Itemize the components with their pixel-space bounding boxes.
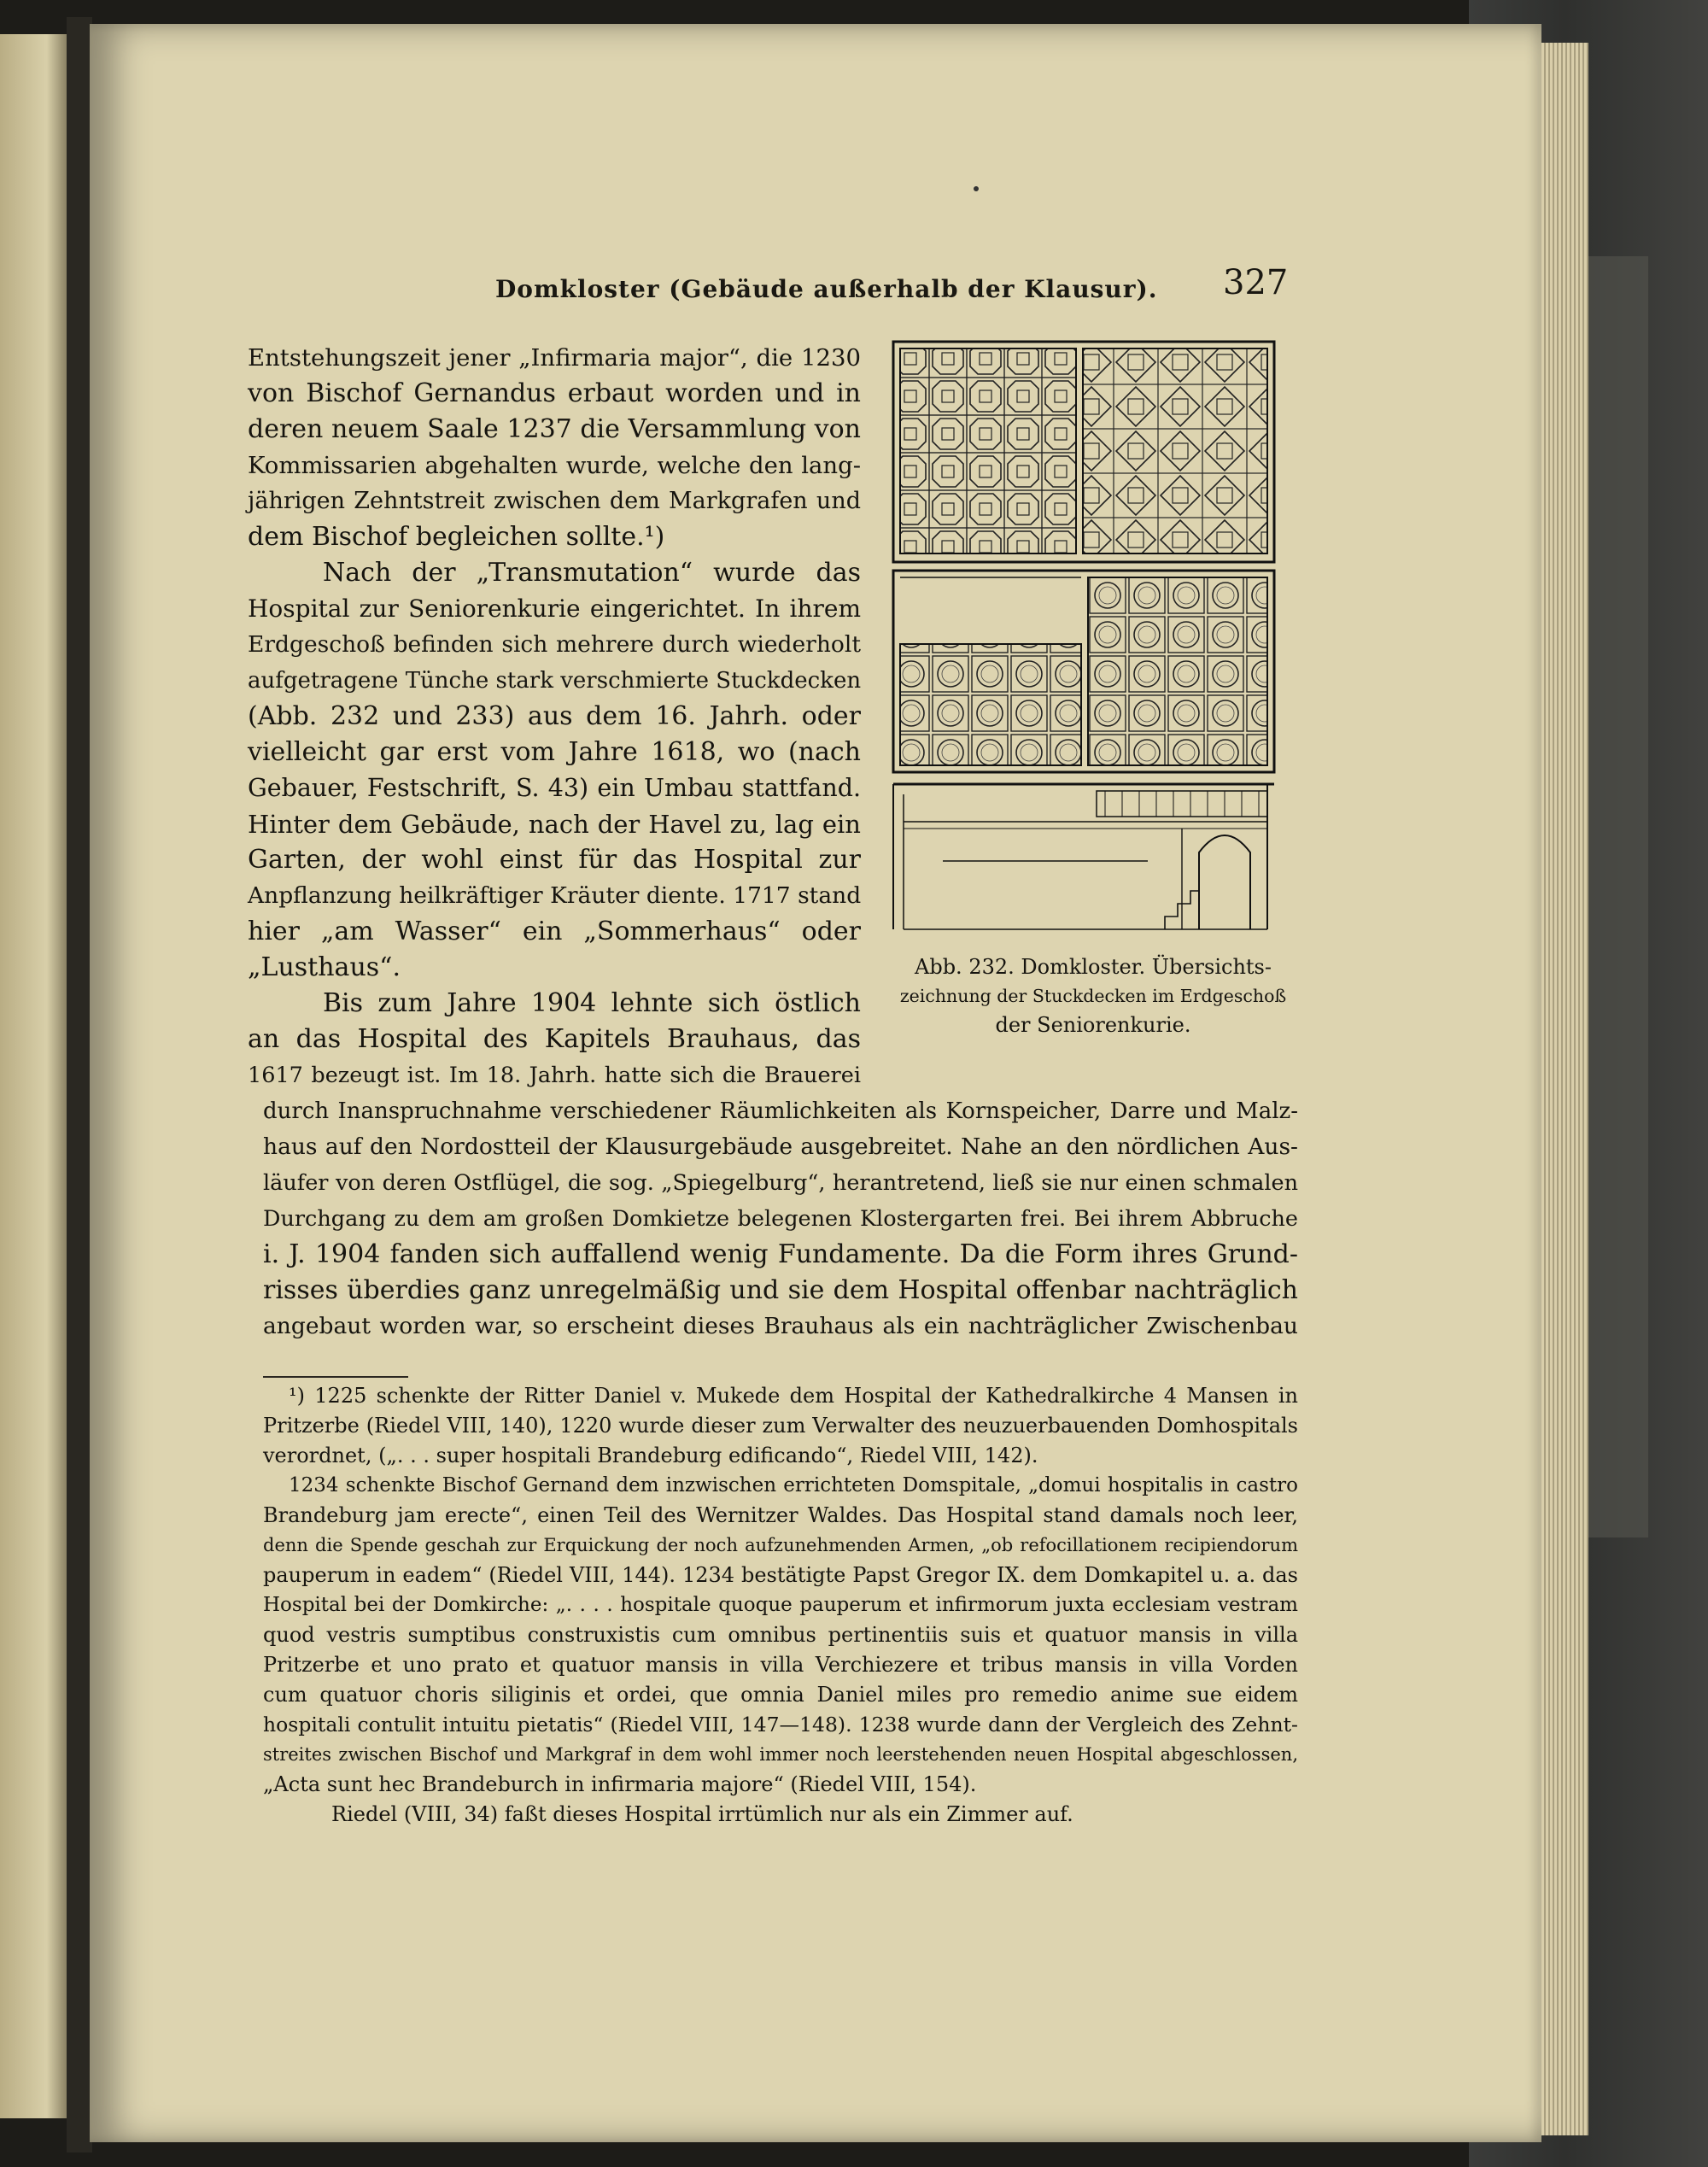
text-line: dem Bischof begleichen sollte.¹) bbox=[248, 522, 665, 552]
text-line: Erdgeschoß befinden sich mehrere durch wiederholt bbox=[248, 631, 861, 658]
text-line: läufer von deren Ostflügel, die sog. „Spiegelburg“, herantretend, ließ sie nur einen schmalen bbox=[263, 1170, 1298, 1196]
text-line: an das Hospital des Kapitels Brauhaus, das bbox=[248, 1024, 861, 1054]
text-line: angebaut worden war, so erscheint dieses Brauhaus als ein nachträglicher Zwischenbau bbox=[263, 1313, 1298, 1339]
footnote-line: 1234 schenkte Bischof Gernand dem inzwischen errichteten Domspitale, „domui hospitalis in castro bbox=[289, 1474, 1298, 1496]
footnote-line: hospitali contulit intuitu pietatis“ (Riedel VIII, 147—148). 1238 wurde dann der Vergleich des Zehnt- bbox=[263, 1713, 1298, 1737]
footnotes bbox=[263, 1381, 1298, 1830]
text-line: haus auf den Nordostteil der Klausurgebäude ausgebreitet. Nahe an den nördlichen Aus- bbox=[263, 1133, 1298, 1160]
stucco-ceiling-drawing bbox=[892, 340, 1276, 938]
text-line: „Lusthaus“. bbox=[248, 952, 401, 982]
text-line: Hinter dem Gebäude, nach der Havel zu, lag ein bbox=[248, 810, 861, 839]
caption-line: der Seniorenkurie. bbox=[995, 1013, 1191, 1037]
text-line: Gebauer, Festschrift, S. 43) ein Umbau stattfand. bbox=[248, 774, 861, 802]
text-line: Garten, der wohl einst für das Hospital zur bbox=[248, 845, 861, 875]
text-line: Kommissarien abgehalten wurde, welche den lang- bbox=[248, 452, 861, 479]
footnote-rule bbox=[263, 1376, 408, 1378]
footnote-line: cum quatuor choris siliginis et ordei, que omnia Daniel miles pro remedio anime sue eidem bbox=[263, 1683, 1298, 1707]
footnote-line: Hospital bei der Domkirche: „. . . . hospitale quoque pauperum et infirmorum juxta ecclesiam vestram bbox=[263, 1594, 1298, 1616]
footnote-line: streites zwischen Bischof und Markgraf in dem wohl immer noch leerstehenden neuen Hospital abgeschlossen, bbox=[263, 1744, 1298, 1765]
footnote-line: Riedel (VIII, 34) faßt dieses Hospital irrtümlich nur als ein Zimmer auf. bbox=[331, 1802, 1073, 1826]
page-number: 327 bbox=[1223, 263, 1289, 302]
text-line: (Abb. 232 und 233) aus dem 16. Jahrh. oder bbox=[248, 701, 861, 731]
text-line: durch Inanspruchnahme verschiedener Räumlichkeiten als Kornspeicher, Darre und Malz- bbox=[263, 1098, 1298, 1124]
body-text-column bbox=[248, 340, 861, 1093]
footnote-line: Pritzerbe (Riedel VIII, 140), 1220 wurde dieser zum Verwalter des neuzuerbauenden Domhospitals bbox=[263, 1414, 1298, 1438]
footnote-line: quod vestris sumptibus construxistis cum omnibus pertinentiis suis et quatuor mansis in villa bbox=[263, 1623, 1298, 1647]
figure-caption bbox=[897, 952, 1290, 1040]
body-text-full bbox=[263, 1093, 1298, 1344]
text-line: deren neuem Saale 1237 die Versammlung von bbox=[248, 414, 861, 444]
footnote-line: Brandeburg jam erecte“, einen Teil des Wernitzer Waldes. Das Hospital stand damals noch leer, bbox=[263, 1503, 1298, 1527]
footnote-line: denn die Spende geschah zur Erquickung der noch aufzunehmenden Armen, „ob refocillationem recipiendorum bbox=[263, 1535, 1298, 1555]
text-line: Nach der „Transmutation“ wurde das bbox=[323, 558, 861, 588]
text-line: hier „am Wasser“ ein „Sommerhaus“ oder bbox=[248, 917, 861, 946]
text-line: Anpflanzung heilkräftiger Kräuter diente. 1717 stand bbox=[248, 882, 862, 909]
book-gutter bbox=[67, 17, 92, 2152]
cover-board bbox=[1588, 256, 1648, 1537]
text-line: Hospital zur Seniorenkurie eingerichtet. In ihrem bbox=[248, 594, 861, 623]
text-line: i. J. 1904 fanden sich auffallend wenig Fundamente. Da die Form ihres Grund- bbox=[263, 1239, 1298, 1269]
footnote-line: ¹) 1225 schenkte der Ritter Daniel v. Mukede dem Hospital der Kathedralkirche 4 Mansen in bbox=[289, 1384, 1298, 1408]
text-line: vielleicht gar erst vom Jahre 1618, wo (nach bbox=[248, 737, 861, 767]
left-page-edge bbox=[0, 34, 67, 2118]
text-line: Entstehungszeit jener „Infirmaria major“, die 1230 bbox=[248, 344, 861, 372]
footnote-line: pauperum in eadem“ (Riedel VIII, 144). 1234 bestätigte Papst Gregor IX. dem Domkapitel u. a. das bbox=[263, 1563, 1298, 1587]
text-line: 1617 bezeugt ist. Im 18. Jahrh. hatte sich die Brauerei bbox=[248, 1063, 861, 1088]
caption-line: Abb. 232. Domkloster. Übersichts- bbox=[915, 955, 1272, 979]
footnote-line: „Acta sunt hec Brandeburch in infirmaria majore“ (Riedel VIII, 154). bbox=[263, 1772, 977, 1796]
text-line: risses überdies ganz unregelmäßig und sie dem Hospital offenbar nachträglich bbox=[263, 1275, 1298, 1305]
text-line: Bis zum Jahre 1904 lehnte sich östlich bbox=[323, 988, 861, 1018]
text-line: aufgetragene Tünche stark verschmierte Stuckdecken bbox=[248, 668, 862, 694]
footnote-line: Pritzerbe et uno prato et quatuor mansis in villa Verchiezere et tribus mansis in villa Vorden bbox=[263, 1653, 1298, 1677]
footnote-line: verordnet, („. . . super hospitali Brandeburg edificando“, Riedel VIII, 142). bbox=[263, 1444, 1038, 1467]
running-title: Domkloster (Gebäude außerhalb der Klausur). bbox=[495, 275, 1158, 303]
page-speck bbox=[974, 186, 979, 191]
text-line: Durchgang zu dem am großen Domkietze belegenen Klostergarten frei. Bei ihrem Abbruche bbox=[263, 1206, 1298, 1232]
text-line: von Bischof Gernandus erbaut worden und in bbox=[248, 378, 861, 408]
text-line: jährigen Zehntstreit zwischen dem Markgrafen und bbox=[248, 488, 861, 514]
caption-line: zeichnung der Stuckdecken im Erdgeschoß bbox=[899, 986, 1287, 1006]
